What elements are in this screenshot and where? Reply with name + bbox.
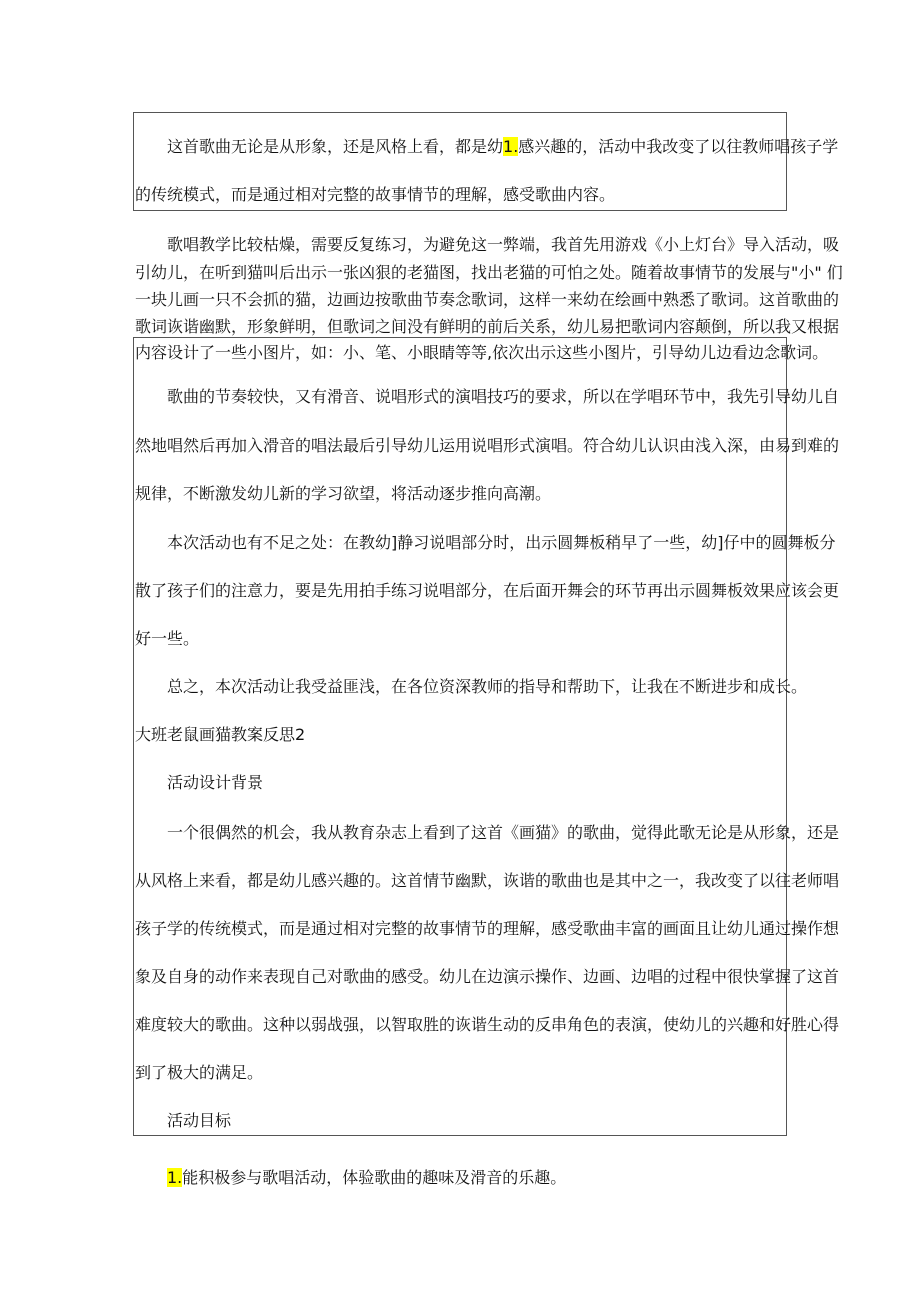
paragraph-line: 从风格上来看，都是幼儿感兴趣的。这首情节幽默，诙谐的歌曲也是其中之一，我改变了以往老师唱	[135, 871, 840, 890]
paragraph-line: 然地唱然后再加入滑音的唱法最后引导幼儿运用说唱形式演唱。符合幼儿认识由浅入深，由易到难的	[135, 436, 840, 455]
highlighted-number: 1.	[167, 1168, 183, 1187]
goal-item	[167, 1168, 784, 1188]
paragraph-line: 一个很偶然的机会，我从教育杂志上看到了这首《画猫》的歌曲，觉得此歌无论是从形象，还是	[167, 823, 840, 842]
paragraph-line: 歌曲的节奏较快，又有滑音、说唱形式的演唱技巧的要求，所以在学唱环节中，我先引导幼儿自	[167, 387, 840, 406]
paragraph-line: 总之，本次活动让我受益匪浅，在各位资深教师的指导和帮助下，让我在不断进步和成长。	[167, 677, 808, 696]
paragraph-line: 难度较大的歌曲。这种以弱战强，以智取胜的诙谐生动的反串角色的表演，使幼儿的兴趣和好胜心得	[135, 1015, 840, 1034]
paragraph-line: 散了孩子们的注意力，要是先用拍手练习说唱部分，在后面开舞会的环节再出示圆舞板效果应该会更	[135, 581, 840, 600]
paragraph-line: 一块儿画一只不会抓的猫，边画边按歌曲节奏念歌词，这样一来幼在绘画中熟悉了歌词。这首歌曲的	[135, 290, 840, 309]
paragraph-line: 象及自身的动作来表现自己对歌曲的感受。幼儿在边演示操作、边画、边唱的过程中很快掌握了这首	[135, 967, 840, 986]
paragraph-line: 引幼儿，在听到猫叫后出示一张凶狠的老猫图，找出老猫的可怕之处。随着故事情节的发展与"小" 们	[135, 263, 843, 282]
paragraph-line: 规律，不断激发幼儿新的学习欲望，将活动逐步推向高潮。	[135, 484, 552, 503]
highlighted-number: 1.	[503, 137, 519, 156]
paragraph-line: 到了极大的满足。	[135, 1063, 264, 1082]
paragraph-line: 本次活动也有不足之处：在教幼]静习说唱部分时，出示圆舞板稍早了一些，幼]仔中的圆舞板分	[167, 533, 836, 552]
text-segment: 感兴趣的，活动中我改变了以往教师唱孩子学	[518, 137, 839, 156]
paragraph-line: 内容设计了一些小图片，如：小、笔、小眼睛等等,依次出示这些小图片，引导幼儿边看边念歌词。	[135, 343, 829, 362]
paragraph-line: 孩子学的传统模式，而是通过相对完整的故事情节的理解，感受歌曲丰富的画面且让幼儿通过操作想	[135, 919, 840, 938]
paragraph-line	[167, 137, 839, 157]
document-title: 大班老鼠画猫教案反思2	[135, 725, 306, 744]
paragraph-line: 歌词诙谐幽默，形象鲜明，但歌词之间没有鲜明的前后关系，幼儿易把歌词内容颠倒，所以我又根据	[135, 317, 840, 336]
paragraph-line: 好一些。	[135, 629, 200, 648]
paragraph-line: 歌唱教学比较枯燥，需要反复练习，为避免这一弊端，我首先用游戏《小上灯台》导入活动，吸	[167, 235, 840, 254]
text-segment: 这首歌曲无论是从形象，还是风格上看，都是幼	[167, 137, 504, 156]
paragraph-line: 的传统模式，而是通过相对完整的故事情节的理解，感受歌曲内容。	[135, 185, 616, 204]
goal-text: 能积极参与歌唱活动，体验歌曲的趣味及滑音的乐趣。	[182, 1168, 567, 1187]
section-heading: 活动设计背景	[167, 773, 264, 792]
section-heading: 活动目标	[167, 1111, 232, 1130]
